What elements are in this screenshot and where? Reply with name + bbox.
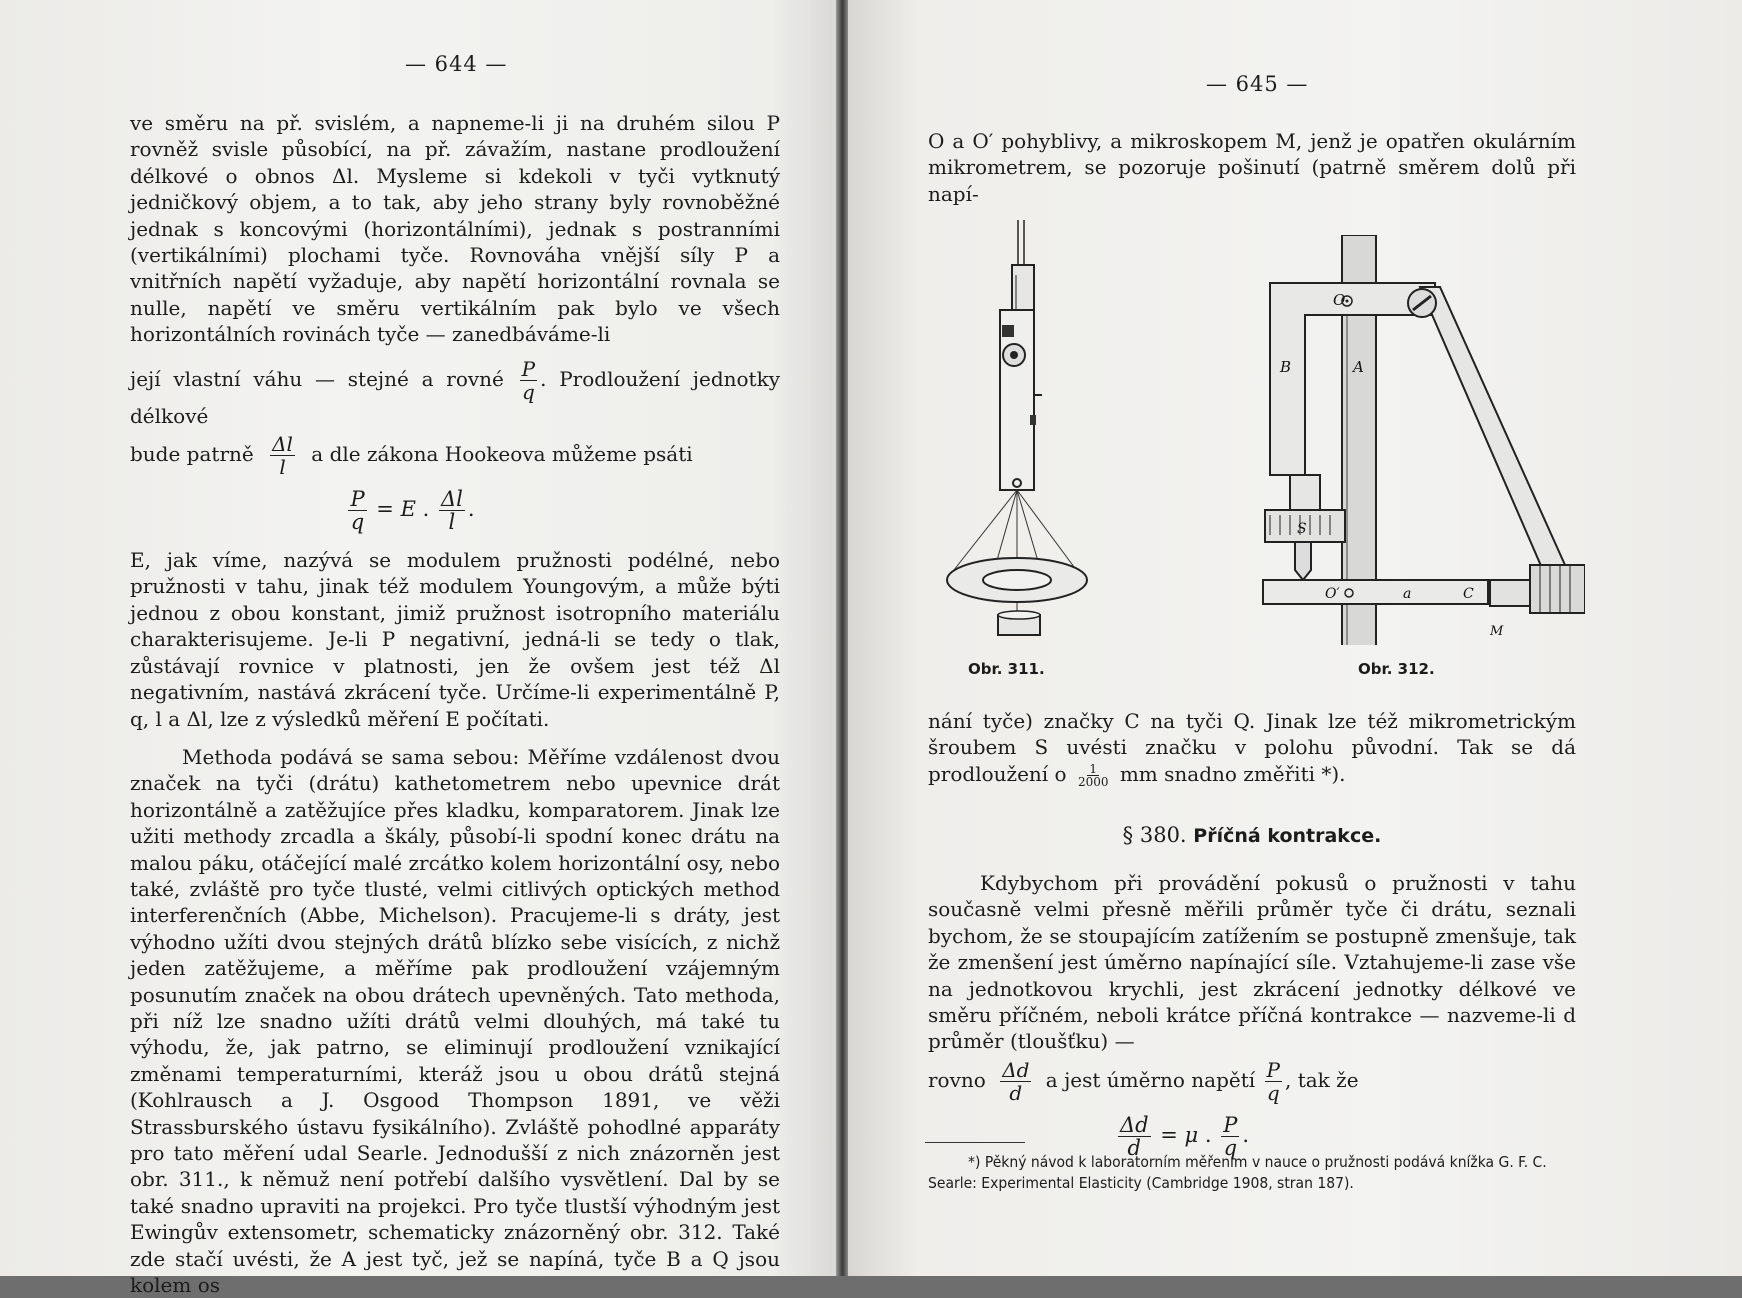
- svg-text:O′: O′: [1325, 586, 1340, 602]
- paragraph-2-text-a: nání tyče) značky C na tyči Q. Jinak lze též mikrometrickým šroubem S uvésti značku v polohu původní. Tak se dá prodloužení o: [928, 709, 1576, 786]
- section-heading: [928, 823, 1576, 847]
- left-paragraph-3: Methoda podává se sama sebou: Měříme vzdálenost dvou značek na tyči (drátu) kathetometrem nebo upevnice drát horizontálně a zatěžujíce přes kladku, komparatorem. Jinak lze užiti methody zrcadla a škály, působí-li spodní konec drátu na malou páku, otáčející malé zrcátko kolem horizontální osy, nebo také, zvláště pro tyče tlusté, velmi citlivých optických method interferenčních (Abbe, Michelson). Pracujeme-li s dráty, jest výhodno užíti dvou stejných drátů blízko sebe visících, z nichž jeden zatěžujeme, a měříme pak prodloužení vzájemným posunutím značek na obou drátech upevněných. Tato methoda, při níž lze snadno užíti drátů velmi dlouhých, má také tu výhodu, že, jak patrno, se eliminují prodloužení vznikající změnami temperaturními, kteráž jsou u obou drátů stejná (Kohlrausch a J. Osgood Thompson 1891, ve věži Strassburského ústavu fysikálního). Zvláště pohodlné apparáty pro tato měření udal Searle. Jednodušší z nich znázorněn jest obr. 311., k němuž není potřebí dalšího vysvětlení. Dal by se také snadno upraviti na projekci. Pro tyče tlustší výhodným jest Ewingův extensometr, schematicky znázorněný obr. 312. Také zde stačí uvésti, že A jest tyč, jež se napíná, tyče B a Q jsou kolem os: [130, 744, 780, 1298]
- left-hooke-line: [130, 433, 780, 478]
- fraction-p-q: $\frac{P}{q}$: [521, 356, 536, 404]
- page-number-left: — 644 —: [405, 52, 508, 76]
- rovno-text-b: a jest úměrno napětí: [1045, 1067, 1256, 1092]
- figure-312-caption: Obr. 312.: [1358, 660, 1435, 678]
- right-body-mid: [928, 708, 1576, 788]
- right-body-bottom: [928, 870, 1576, 1159]
- svg-text:O: O: [1333, 291, 1346, 309]
- footnote-text: *) Pěkný návod k laboratorním měřením v nauce o pružnosti podává knížka G. F. C. Searle: Experimental Elasticity (Cambridge 1908, stran 187).: [928, 1153, 1547, 1192]
- poisson-formula: $\frac{\Delta d}{d}$ = μ . $\frac{P}{q}$ .: [1119, 1112, 1250, 1160]
- right-rovno-line: [928, 1059, 1576, 1104]
- svg-text:a: a: [1403, 586, 1412, 602]
- svg-text:B: B: [1280, 358, 1292, 376]
- paragraph-2-text-b: mm snadno změřiti *).: [1119, 761, 1346, 786]
- figure-311-caption: Obr. 311.: [968, 660, 1045, 678]
- right-paragraph-1: O a O′ pohyblivy, a mikroskopem M, jenž je opatřen okulárním mikrometrem, se pozoruje pošinutí (patrně směrem dolů při napí-: [928, 129, 1576, 206]
- weight-text-a: její vlastní váhu — stejné a rovné: [130, 366, 504, 391]
- fraction-p-q-right: $\frac{P}{q}$: [1266, 1057, 1280, 1105]
- svg-text:C: C: [1463, 586, 1474, 602]
- figure-312: [1225, 235, 1585, 645]
- svg-text:M: M: [1490, 624, 1504, 639]
- rovno-text-c: , tak že: [1285, 1067, 1359, 1092]
- right-paragraph-2: [928, 708, 1576, 788]
- fraction-dl-l: $\frac{\Delta l}{l}$: [272, 432, 293, 480]
- left-paragraph-2: E, jak víme, nazývá se modulem pružnosti podélné, nebo pružnosti v tahu, jinak též modulem Youngovým, a může býti jednou z obou konstant, jimiž pružnost isotropního materiálu charakterisujeme. Je-li P negativní, jedná-li se tedy o tlak, zůstávají rovnice v platnosti, jen že ovšem jest též Δl negativním, nastává zkrácení tyče. Určíme-li experimentálně P, q, l a Δl, lze z výsledků měření E počítati.: [130, 548, 780, 731]
- left-paragraph-1: ve směru na př. svislém, a napneme-li ji na druhém silou P rovněž svisle působící, na př. závažím, nastane prodloužení délkové o obnos Δl. Mysleme si kdekoli v tyči vytknutý jedničkový objem, a to tak, aby jeho strany byly rovnoběžné jednak s koncovými (horizontálními), jednak s postranními (vertikálními) plochami tyče. Rovnováha vnější síly P a vnitřních napětí vyžaduje, aby napětí horizontální rovnala se nulle, napětí ve směru vertikálním pak bylo ve všech horizontálních rovinách tyče — zanedbáváme-li: [130, 111, 780, 347]
- hooke-formula: $\frac{P}{q}$ = E . $\frac{\Delta l}{l}$ .: [350, 487, 475, 535]
- footnote: [928, 1152, 1578, 1194]
- fraction-dd-d: $\frac{\Delta d}{d}$: [1002, 1057, 1030, 1105]
- right-paragraph-3: Kdybychom při provádění pokusů o pružnosti v tahu současně velmi přesně měřili průměr tyče či drátu, seznali bychom, že se stoupajícím zatížením se postupně zmenšuje, tak že zmenšení jest úměrno napínající síle. Vztahujeme-li zase vše na jednotkovou krychli, jest zkrácení jednotky délkové ve směru příčném, neboli krátce příčná kontrakce — nazveme-li d průměr (tloušťku) —: [928, 871, 1576, 1054]
- left-body: [130, 110, 780, 1298]
- rovno-text-a: rovno: [928, 1067, 986, 1092]
- svg-text:A: A: [1353, 358, 1364, 376]
- footnote-rule: [925, 1142, 1025, 1143]
- section-title: Příčná kontrakce.: [1193, 825, 1382, 847]
- svg-text:S: S: [1297, 521, 1307, 537]
- right-body-top: [928, 128, 1576, 207]
- hooke-text-b: a dle zákona Hookeova můžeme psáti: [311, 442, 693, 467]
- fraction-1-2000: $\frac{1}{2000}$: [1077, 761, 1109, 789]
- left-weight-line: [130, 358, 780, 429]
- section-number: § 380.: [1122, 823, 1187, 847]
- page-number-right: — 645 —: [1206, 72, 1309, 96]
- figure-311: [930, 215, 1090, 645]
- hooke-text-a: bude patrně: [130, 442, 254, 467]
- weight-text-b: . Prodloužení jednotky délkové: [130, 366, 781, 428]
